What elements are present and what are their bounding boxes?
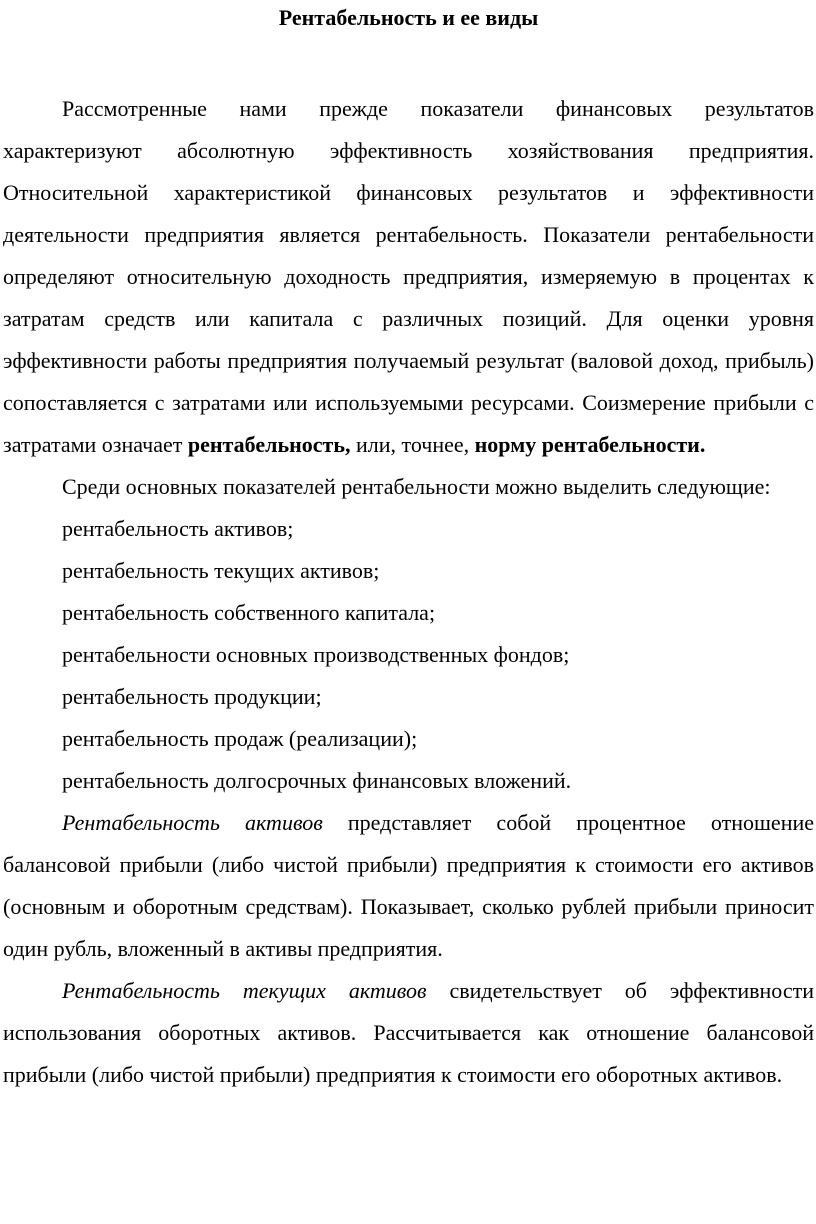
list-item: рентабельность собственного капитала; xyxy=(62,600,436,625)
list-item: рентабельности основных производственных фондов; xyxy=(62,642,570,667)
intro-connector: или, точнее, xyxy=(350,432,475,457)
current-assets-profitability-paragraph xyxy=(3,970,814,1096)
list-item: рентабельность долгосрочных финансовых вложений. xyxy=(62,768,572,793)
current-assets-profitability-text: свидетельствует об эффективности использования оборотных активов. Рассчитывается как отношение балансовой прибыли (либо чистой прибыли) предприятия к стоимости его оборотных активов. xyxy=(3,978,814,1087)
intro-text: Рассмотренные нами прежде показатели финансовых результатов характеризуют абсолютную эффективность хозяйствования предприятия. Относительной характеристикой финансовых результатов и эффективности деятельности предприятия является рентабельность. Показатели рентабельности определяют относительную доходность предприятия, измеряемую в процентах к затратам средств или капитала с различных позиций. Для оценки уровня эффективности работы предприятия получаемый результат (валовой доход, прибыль) сопоставляется с затратами или используемыми ресурсами. Соизмерение прибыли с затратами означает xyxy=(3,96,814,457)
term-profitability-rate: норму рентабельности. xyxy=(474,432,706,457)
list-item: рентабельность активов; xyxy=(62,516,294,541)
list-item: рентабельность текущих активов; xyxy=(62,558,380,583)
indicators-intro-paragraph: Среди основных показателей рентабельности можно выделить следующие: xyxy=(62,474,771,499)
term-assets-profitability: Рентабельность активов xyxy=(62,810,323,835)
term-profitability: рентабельность, xyxy=(187,432,351,457)
assets-profitability-text: представляет собой процентное отношение балансовой прибыли (либо чистой прибыли) предприятия к стоимости его активов (основным и оборотным средствам). Показывает, сколько рублей прибыли приносит один рубль, вложенный в активы предприятия. xyxy=(3,810,815,961)
page-title: Рентабельность и ее виды xyxy=(278,5,539,30)
assets-profitability-paragraph xyxy=(3,802,814,970)
document-body xyxy=(3,88,814,1096)
term-current-assets-profitability: Рентабельность текущих активов xyxy=(62,978,427,1003)
intro-paragraph xyxy=(3,88,814,466)
list-item: рентабельность продаж (реализации); xyxy=(62,726,418,751)
list-item: рентабельность продукции; xyxy=(62,684,322,709)
